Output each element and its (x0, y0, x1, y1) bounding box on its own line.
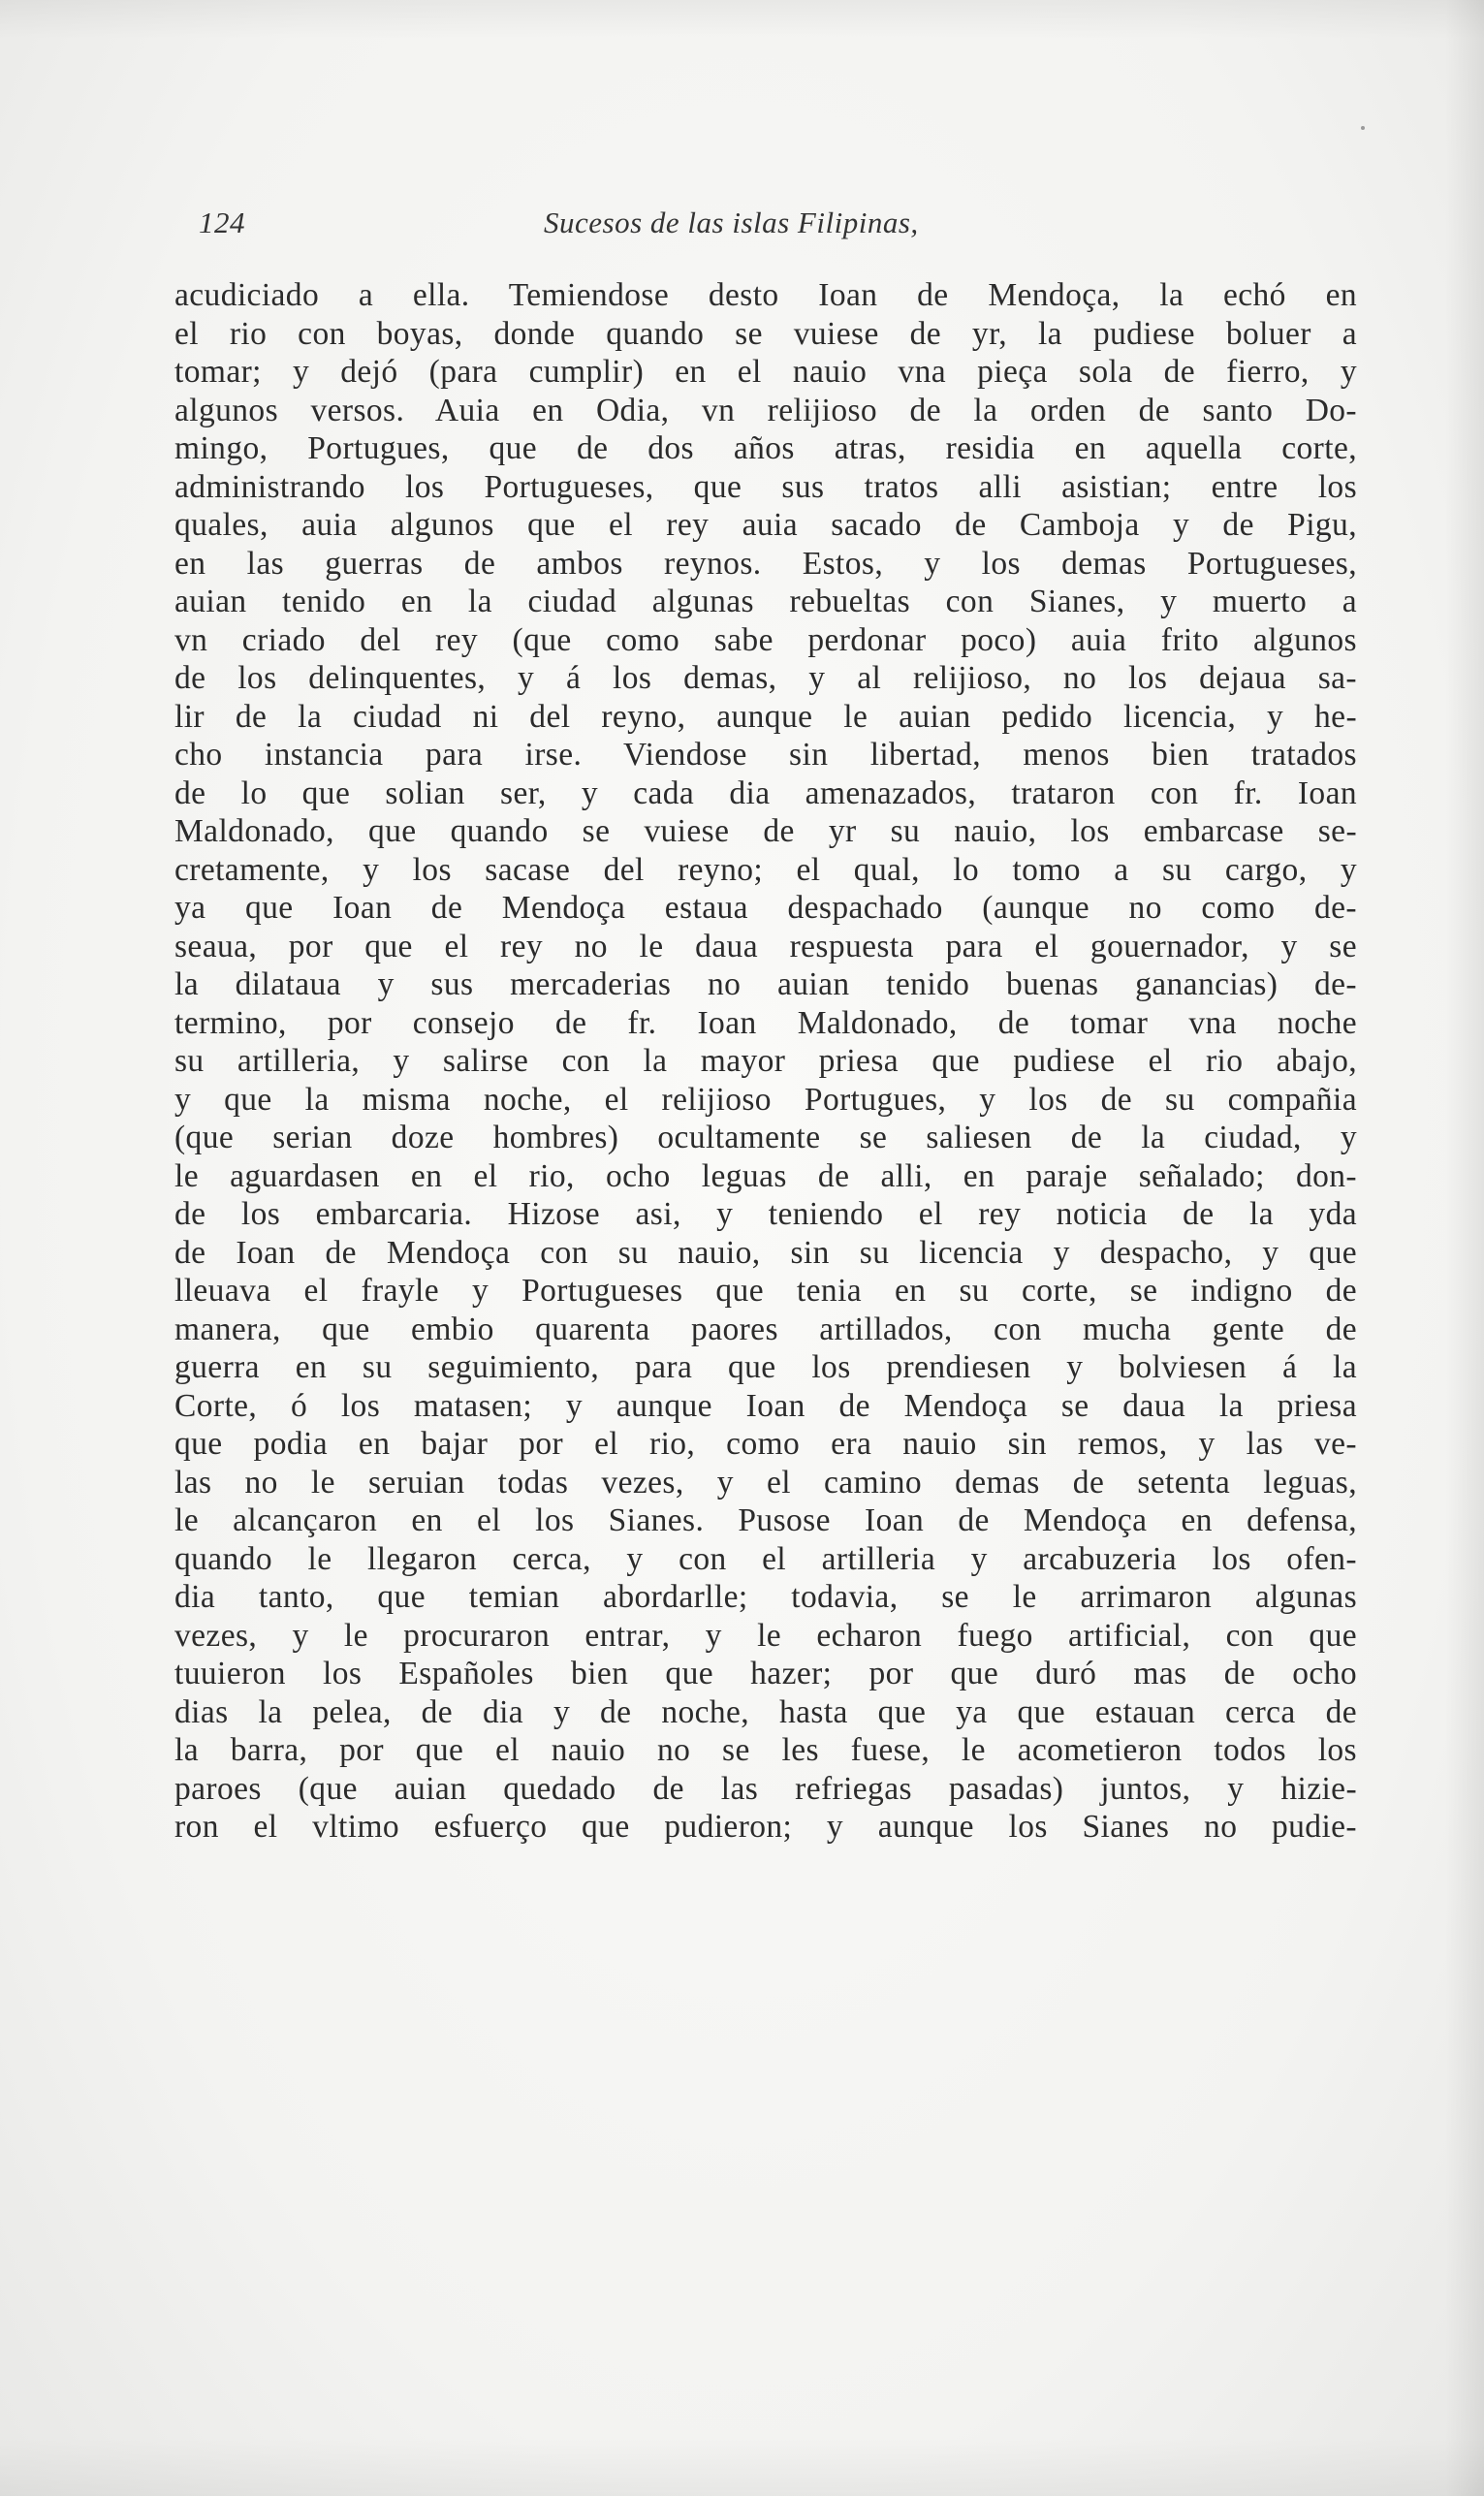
text-line: cho instancia para irse. Viendose sin libertad, menos bien tratados (174, 737, 1357, 773)
text-line: manera, que embio quarenta paores artillados, con mucha gente de (174, 1311, 1357, 1347)
text-line: las no le seruian todas vezes, y el camino demas de setenta leguas, (174, 1464, 1357, 1501)
text-line: guerra en su seguimiento, para que los prendiesen y bolviesen á la (174, 1349, 1357, 1385)
text-line: le alcançaron en el los Sianes. Pusose Ioan de Mendoça en defensa, (174, 1502, 1357, 1538)
text-line: tuuieron los Españoles bien que hazer; por que duró mas de ocho (174, 1656, 1357, 1691)
text-line: Corte, ó los matasen; y aunque Ioan de Mendoça se daua la priesa (174, 1387, 1357, 1424)
text-line: de los embarcaria. Hizose asi, y teniendo el rey noticia de la yda (174, 1196, 1357, 1232)
text-line: el rio con boyas, donde quando se vuiese de yr, la pudiese boluer a (174, 315, 1357, 352)
text-line: la barra, por que el nauio no se les fuese, le acometieron todos los (174, 1732, 1357, 1768)
text-line: cretamente, y los sacase del reyno; el qual, lo tomo a su cargo, y (174, 851, 1357, 888)
text-line: de Ioan de Mendoça con su nauio, sin su licencia y despacho, y que (174, 1234, 1357, 1271)
text-line: su artilleria, y salirse con la mayor priesa que pudiese el rio abajo, (174, 1043, 1357, 1079)
text-line: lir de la ciudad ni del reyno, aunque le auian pedido licencia, y he- (174, 698, 1357, 735)
text-line: acudiciado a ella. Temiendose desto Ioan de Mendoça, la echó en (174, 277, 1357, 313)
text-line: en las guerras de ambos reynos. Estos, y los demas Portugueses, (174, 545, 1357, 582)
page-header (199, 205, 1357, 254)
text-line: vn criado del rey (que como sabe perdonar poco) auia frito algunos (174, 621, 1357, 658)
page-top-shadow (0, 0, 1484, 39)
text-line: quales, auia algunos que el rey auia sacado de Camboja y de Pigu, (174, 507, 1357, 543)
text-line: Maldonado, que quando se vuiese de yr su nauio, los embarcase se- (174, 813, 1357, 849)
text-line: termino, por consejo de fr. Ioan Maldonado, de tomar vna noche (174, 1004, 1357, 1041)
text-line: vezes, y le procuraron entrar, y le echaron fuego artificial, con que (174, 1617, 1357, 1654)
text-line: la dilataua y sus mercaderias no auian tenido buenas ganancias) de- (174, 966, 1357, 1002)
text-line: seaua, por que el rey no le daua respuesta para el gouernador, y se (174, 928, 1357, 964)
text-line: ya que Ioan de Mendoça estaua despachado (aunque no como de- (174, 890, 1357, 926)
text-line: dias la pelea, de dia y de noche, hasta que ya que estauan cerca de (174, 1693, 1357, 1730)
text-line: mingo, Portugues, que de dos años atras, residia en aquella corte, (174, 430, 1357, 466)
page-bottom-shadow (0, 2438, 1484, 2496)
text-line: algunos versos. Auia en Odia, vn relijioso de la orden de santo Do- (174, 392, 1357, 428)
text-line: tomar; y dejó (para cumplir) en el nauio vna pieça sola de fierro, y (174, 354, 1357, 390)
text-line: ron el vltimo esfuerço que pudieron; y aunque los Sianes no pudie- (174, 1809, 1357, 1845)
running-title: Sucesos de las islas Filipinas, (544, 205, 919, 239)
text-line: (que serian doze hombres) ocultamente se saliesen de la ciudad, y (174, 1120, 1357, 1155)
text-line: paroes (que auian quedado de las refriegas pasadas) juntos, y hizie- (174, 1770, 1357, 1807)
text-line: y que la misma noche, el relijioso Portugues, y los de su compañia (174, 1081, 1357, 1118)
text-line: administrando los Portugueses, que sus tratos alli asistian; entre los (174, 468, 1357, 505)
text-line: le aguardasen en el rio, ocho leguas de alli, en paraje señalado; don- (174, 1157, 1357, 1194)
text-line: de los delinquentes, y á los demas, y al relijioso, no los dejaua sa- (174, 660, 1357, 696)
text-line: que podia en bajar por el rio, como era nauio sin remos, y las ve- (174, 1426, 1357, 1462)
text-line: quando le llegaron cerca, y con el artilleria y arcabuzeria los ofen- (174, 1540, 1357, 1577)
page-right-shadow (1445, 0, 1484, 2496)
text-line: lleuava el frayle y Portugueses que tenia en su corte, se indigno de (174, 1273, 1357, 1309)
body-text (174, 276, 1357, 1847)
page-number: 124 (199, 205, 245, 239)
paper-speck (1361, 126, 1365, 130)
text-line: de lo que solian ser, y cada dia amenazados, trataron con fr. Ioan (174, 774, 1357, 811)
text-line: auian tenido en la ciudad algunas rebueltas con Sianes, y muerto a (174, 584, 1357, 619)
text-line: dia tanto, que temian abordarlle; todavia, se le arrimaron algunas (174, 1579, 1357, 1615)
